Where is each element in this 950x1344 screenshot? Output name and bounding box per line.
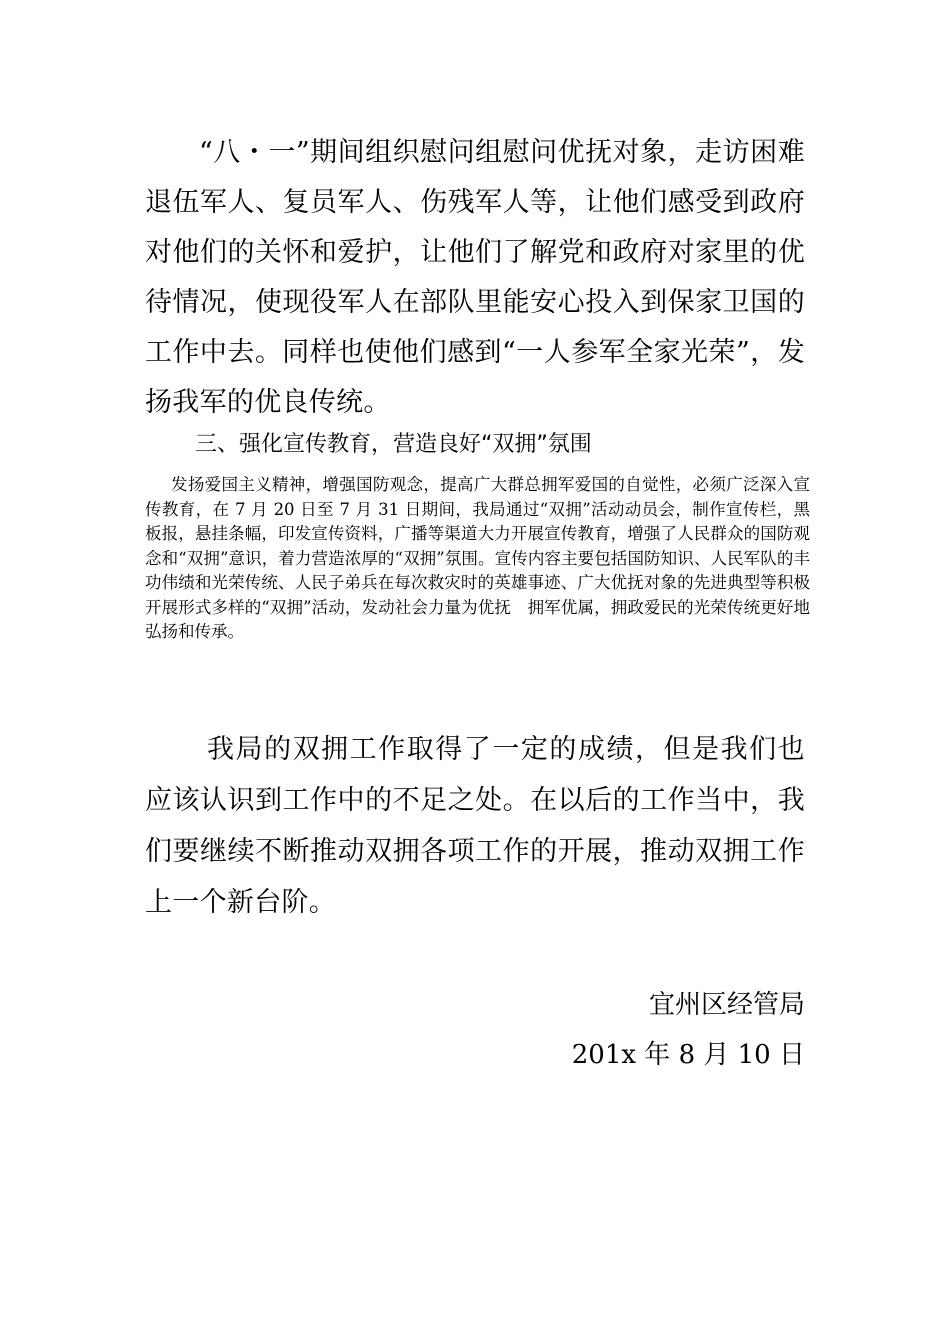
signature-organization: 宜州区经管局: [648, 990, 805, 1020]
body-paragraph-visits: “八・一”期间组织慰问组慰问优抚对象，走访困难退伍军人、复员军人、伤残军人等，让他们感受到政府对他们的关怀和爱护，让他们了解党和政府对家里的优待情况，使现役军人在部队里能安心投入到保家卫国的工作中去。同样也使他们感到“一人参军全家光荣”，发扬我军的优良传统。: [145, 137, 805, 418]
signature-date: 201x 年 8 月 10 日: [571, 1040, 805, 1070]
body-paragraph-publicity: 发扬爱国主义精神，增强国防观念，提高广大群总拥军爱国的自觉性，必须广泛深入宣传教育，在 7 月 20 日至 7 月 31 日期间，我局通过“双拥”活动动员会，制作宣传栏，黑板报，悬挂条幅，印发宣传资料，广播等渠道大力开展宣传教育，增强了人民群众的国防观念和“双拥”意识，着力营造浓厚的“双拥”氛围。宣传内容主要包括国防知识、人民军队的丰功伟绩和光荣传统、人民子弟兵在每次救灾时的英雄事迹、广大优抚对象的先进典型等积极开展形式多样的“双拥”活动，发动社会力量为优抚 拥军优属，拥政爱民的光荣传统更好地弘扬和传承。: [145, 475, 810, 641]
section-heading-publicity: 三、强化宣传教育，营造良好“双拥”氛围: [195, 432, 592, 457]
body-paragraph-conclusion: 我局的双拥工作取得了一定的成绩，但是我们也应该认识到工作中的不足之处。在以后的工作当中，我们要继续不断推动双拥各项工作的开展，推动双拥工作上一个新台阶。: [145, 734, 805, 918]
signature-block: [500, 980, 805, 1080]
